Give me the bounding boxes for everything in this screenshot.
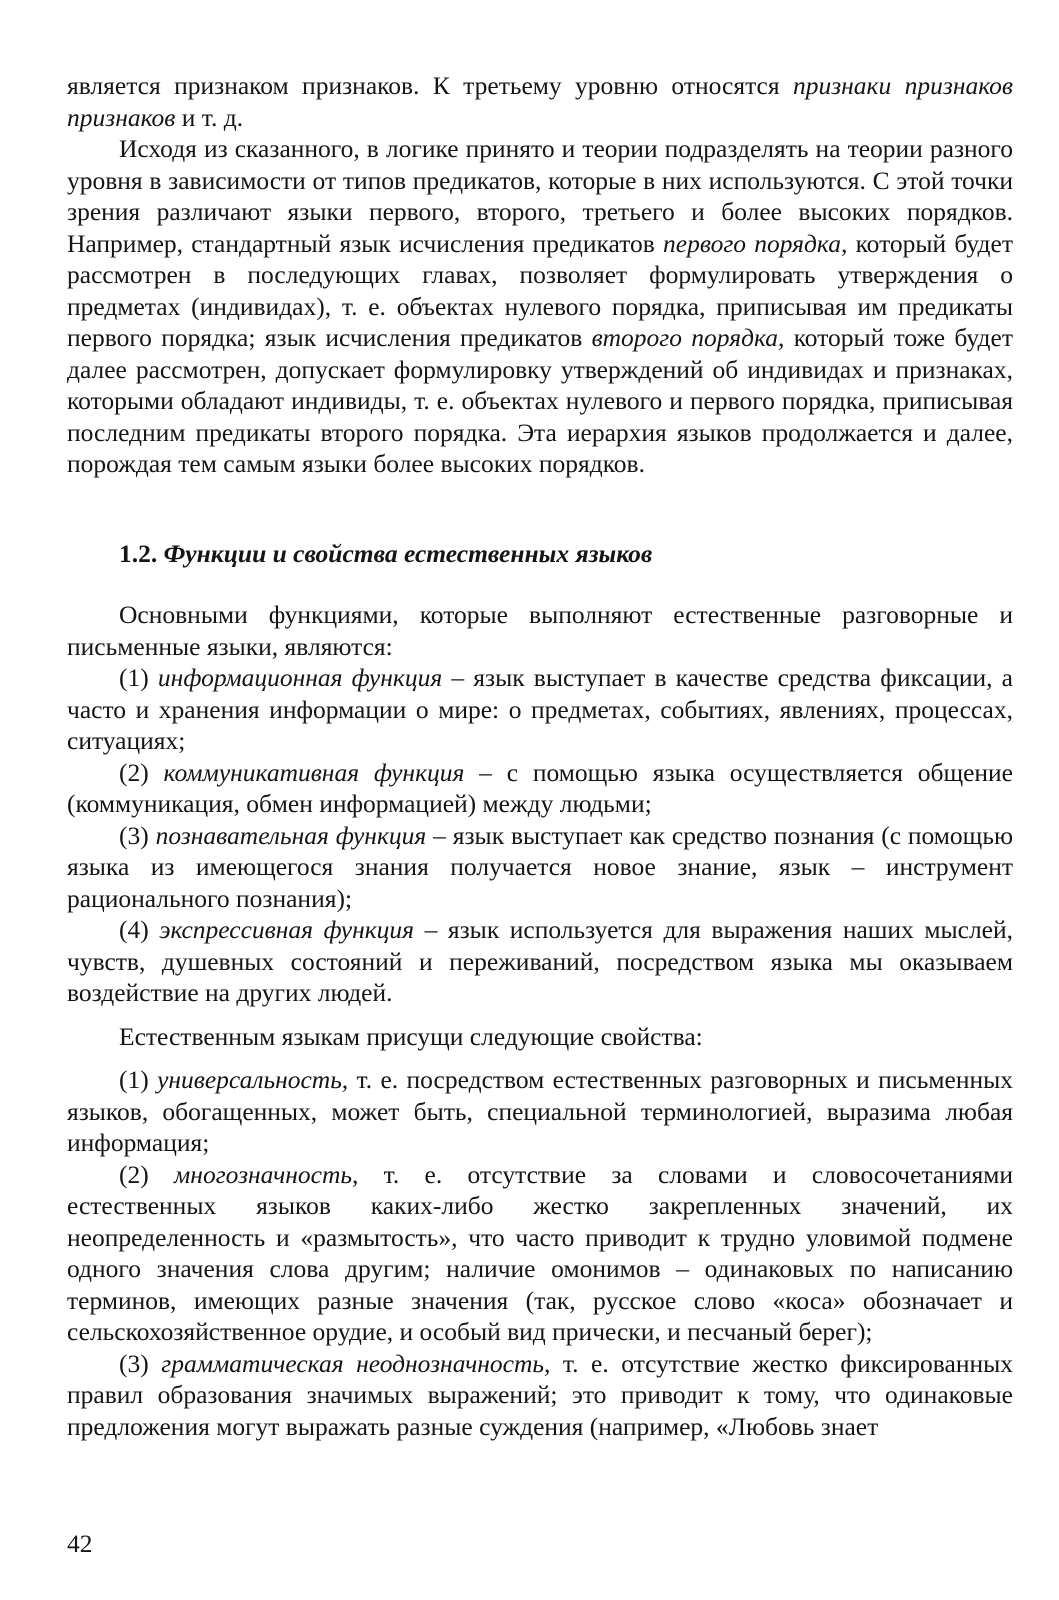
item-term: универсальность, <box>157 1065 349 1094</box>
item-term: экспрессивная функция <box>159 915 415 944</box>
section-title: Функции и свойства естественных языков <box>163 538 653 568</box>
item-number: (2) <box>119 757 164 787</box>
item-text: т. е. отсутствие за словами и словосочетаниями естественных языков каких-либо жестко закрепленных значений, их неопределенность и «размытость», что часто приводит к трудно уловимой подмене одного значения слова другим; наличие омонимов – одинаковых по написанию терминов, имеющих разные значения (так, русское слово «коса» обозначает и сельскохозяйственное орудие, и особый вид прически, и песчаный берег); <box>67 1159 1013 1346</box>
text-run: который тоже будет далее рассмотрен, допускает формулировку утверждений об индивидах и признаках, которыми обладают индивиды, т. е. объектах нулевого и первого порядка, приписывая последним предикаты второго порядка. Эта иерархия языков продолжается и далее, порождая тем самым языки более высоких порядков. <box>67 323 1013 478</box>
function-item <box>67 914 1013 1009</box>
item-text: т. е. отсутствие жестко фиксированных правил образования значимых выражений; это приводит к тому, что одинаковые предложения могут выражать разные суждения (например, «Любовь знает <box>67 1348 1014 1441</box>
property-item <box>67 1159 1013 1348</box>
item-number: (2) <box>119 1159 175 1189</box>
function-item <box>67 820 1013 915</box>
italic-term: второго порядка, <box>591 323 785 352</box>
italic-term: первого порядка, <box>663 228 848 258</box>
item-number: (1) <box>119 663 158 692</box>
text-run: является признаком признаков. К третьему уровню относятся <box>67 71 793 100</box>
paragraph-languages-orders <box>67 133 1013 480</box>
property-item <box>67 1348 1013 1443</box>
item-text: – с помощью языка осуществляется общение (коммуникация, обмен информацией) между людьми; <box>67 757 1014 818</box>
item-number: (1) <box>119 1065 158 1094</box>
item-term: коммуникативная функция <box>163 757 465 787</box>
item-text: – язык выступает как средство познания (с помощью языка из имеющегося знания получается новое знание, язык – инструмент рационального познания); <box>67 820 1014 913</box>
text-run: Исходя из сказанного, в логике принято и теории подразделять на теории разного уровня в зависимости от типов предикатов, которые в них используются. С этой точки зрения различают языки первого, второго, третьего и более высоких порядков. Например, стандартный язык исчисления предикатов <box>67 134 1013 258</box>
italic-term: признаки признаков признаков <box>67 71 1013 132</box>
paragraph-continuation <box>67 70 1013 133</box>
item-text: – язык выступает в качестве средства фиксации, а часто и хранения информации о мире: о предметах, событиях, явлениях, процессах, ситуациях; <box>67 663 1013 755</box>
item-term: познавательная функция <box>155 820 427 850</box>
item-number: (3) <box>119 1348 162 1378</box>
item-number: (3) <box>119 820 156 850</box>
item-term: грамматическая неоднозначность, <box>161 1348 551 1378</box>
property-item <box>67 1064 1013 1159</box>
text-run: и т. д. <box>175 102 244 132</box>
item-term: многозначность, <box>174 1159 359 1189</box>
properties-intro: Естественным языкам присущи следующие свойства: <box>119 1021 703 1051</box>
function-item <box>67 662 1013 757</box>
section-number: 1.2. <box>119 538 158 568</box>
functions-intro: Основными функциями, которые выполняют естественные разговорные и письменные языки, являются: <box>67 600 1013 661</box>
function-item <box>67 757 1013 820</box>
item-number: (4) <box>119 915 160 944</box>
text-run: который будет рассмотрен в последующих главах, позволяет формулировать утверждения о предметах (индивидах), т. е. объектах нулевого порядка, приписывая им предикаты первого порядка; язык исчисления предикатов <box>67 228 1013 352</box>
page-number: 42 <box>67 1529 93 1558</box>
item-term: информационная функция <box>157 663 443 692</box>
item-text: т. е. посредством естественных разговорных и письменных языков, обогащенных, может быть, специальной терминологией, выразима любая информация; <box>67 1065 1014 1157</box>
section-heading <box>119 538 1013 570</box>
item-text: – язык используется для выражения наших мыслей, чувств, душевных состояний и переживаний, посредством языка мы оказываем воздействие на других людей. <box>67 915 1014 1007</box>
